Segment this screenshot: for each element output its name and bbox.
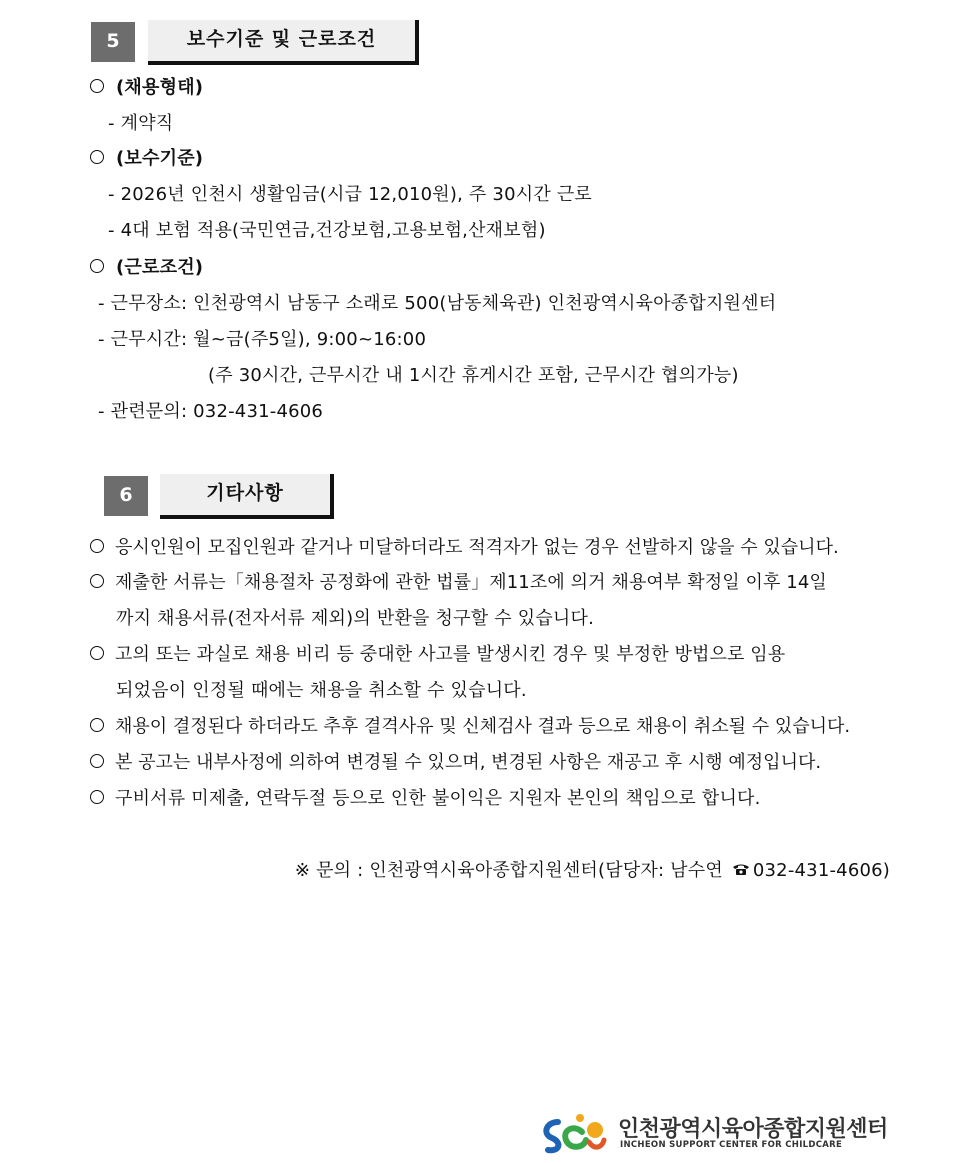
notice-item-continued: 까지 채용서류(전자서류 제외)의 반환을 청구할 수 있습니다. [116,608,595,629]
conditions-item: - 관련문의: 032-431-4606 [98,401,324,422]
circle-bullet-icon [90,718,104,732]
notice-item-continued: 되었음이 인정될 때에는 채용을 취소할 수 있습니다. [116,680,527,701]
conditions-item: (주 30시간, 근무시간 내 1시간 휴게시간 포함, 근무시간 협의가능) [208,365,739,386]
conditions-item: - 근무시간: 월~금(주5일), 9:00~16:00 [98,329,427,350]
notice-text: 구비서류 미제출, 연락두절 등으로 인한 불이익은 지원자 본인의 책임으로 합니다. [115,788,761,809]
section-title [160,474,334,519]
notice-text: 본 공고는 내부사정에 의하여 변경될 수 있으며, 변경된 사항은 재공고 후 시행 예정입니다. [115,752,822,773]
notice-text: 채용이 결정된다 하더라도 추후 결격사유 및 신체검사 결과 등으로 채용이 취소될 수 있습니다. [115,716,851,737]
heading-text: (보수기준) [116,148,204,169]
circle-bullet-icon [90,259,104,273]
section-title-text: 보수기준 및 근로조건 [186,28,377,50]
notice-item [90,536,839,560]
notice-item [90,751,821,775]
circle-bullet-icon [90,646,104,660]
notice-item [90,787,761,811]
notice-item [90,715,850,739]
heading-text: (채용형태) [116,77,204,98]
notice-text: 고의 또는 과실로 채용 비리 등 중대한 사고를 발생시킨 경우 및 부정한 방법으로 임용 [115,644,786,665]
circle-bullet-icon [90,150,104,164]
circle-bullet-icon [90,790,104,804]
circle-bullet-icon [90,539,104,553]
notice-text: 제출한 서류는「채용절차 공정화에 관한 법률」제11조에 의거 채용여부 확정일 이후 14일 [115,572,827,593]
notice-text: 응시인원이 모집인원과 같거나 미달하더라도 적격자가 없는 경우 선발하지 않을 수 있습니다. [115,537,839,558]
circle-bullet-icon [90,754,104,768]
employment-type-heading [90,76,203,100]
contact-line [295,859,890,883]
logo-name-korean: 인천광역시육아종합지원센터 [618,1117,888,1142]
center-logo [540,1110,888,1156]
conditions-heading [90,256,203,280]
section-title [148,20,419,65]
pay-item: - 4대 보험 적용(국민연금,건강보험,고용보험,산재보험) [108,220,546,241]
childcare-center-logo-icon [540,1110,610,1156]
logo-name-english: INCHEON SUPPORT CENTER FOR CHILDCARE [620,1140,843,1150]
circle-bullet-icon [90,574,104,588]
notice-item [90,571,827,595]
pay-heading [90,147,203,171]
section-title-text: 기타사항 [206,482,284,504]
employment-type-value: - 계약직 [108,113,174,134]
circle-bullet-icon [90,79,104,93]
contact-phone: 032-431-4606) [752,860,890,881]
section-number-badge: 5 [91,22,135,62]
phone-icon [732,863,750,876]
notice-item [90,643,785,667]
heading-text: (근로조건) [116,257,204,278]
pay-item: - 2026년 인천시 생활임금(시급 12,010원), 주 30시간 근로 [108,184,593,205]
section-number-badge: 6 [104,476,148,516]
conditions-item: - 근무장소: 인천광역시 남동구 소래로 500(남동체육관) 인천광역시육아종합지원센터 [98,293,777,314]
contact-text: ※ 문의 : 인천광역시육아종합지원센터(담당자: 남수연 [294,860,729,881]
